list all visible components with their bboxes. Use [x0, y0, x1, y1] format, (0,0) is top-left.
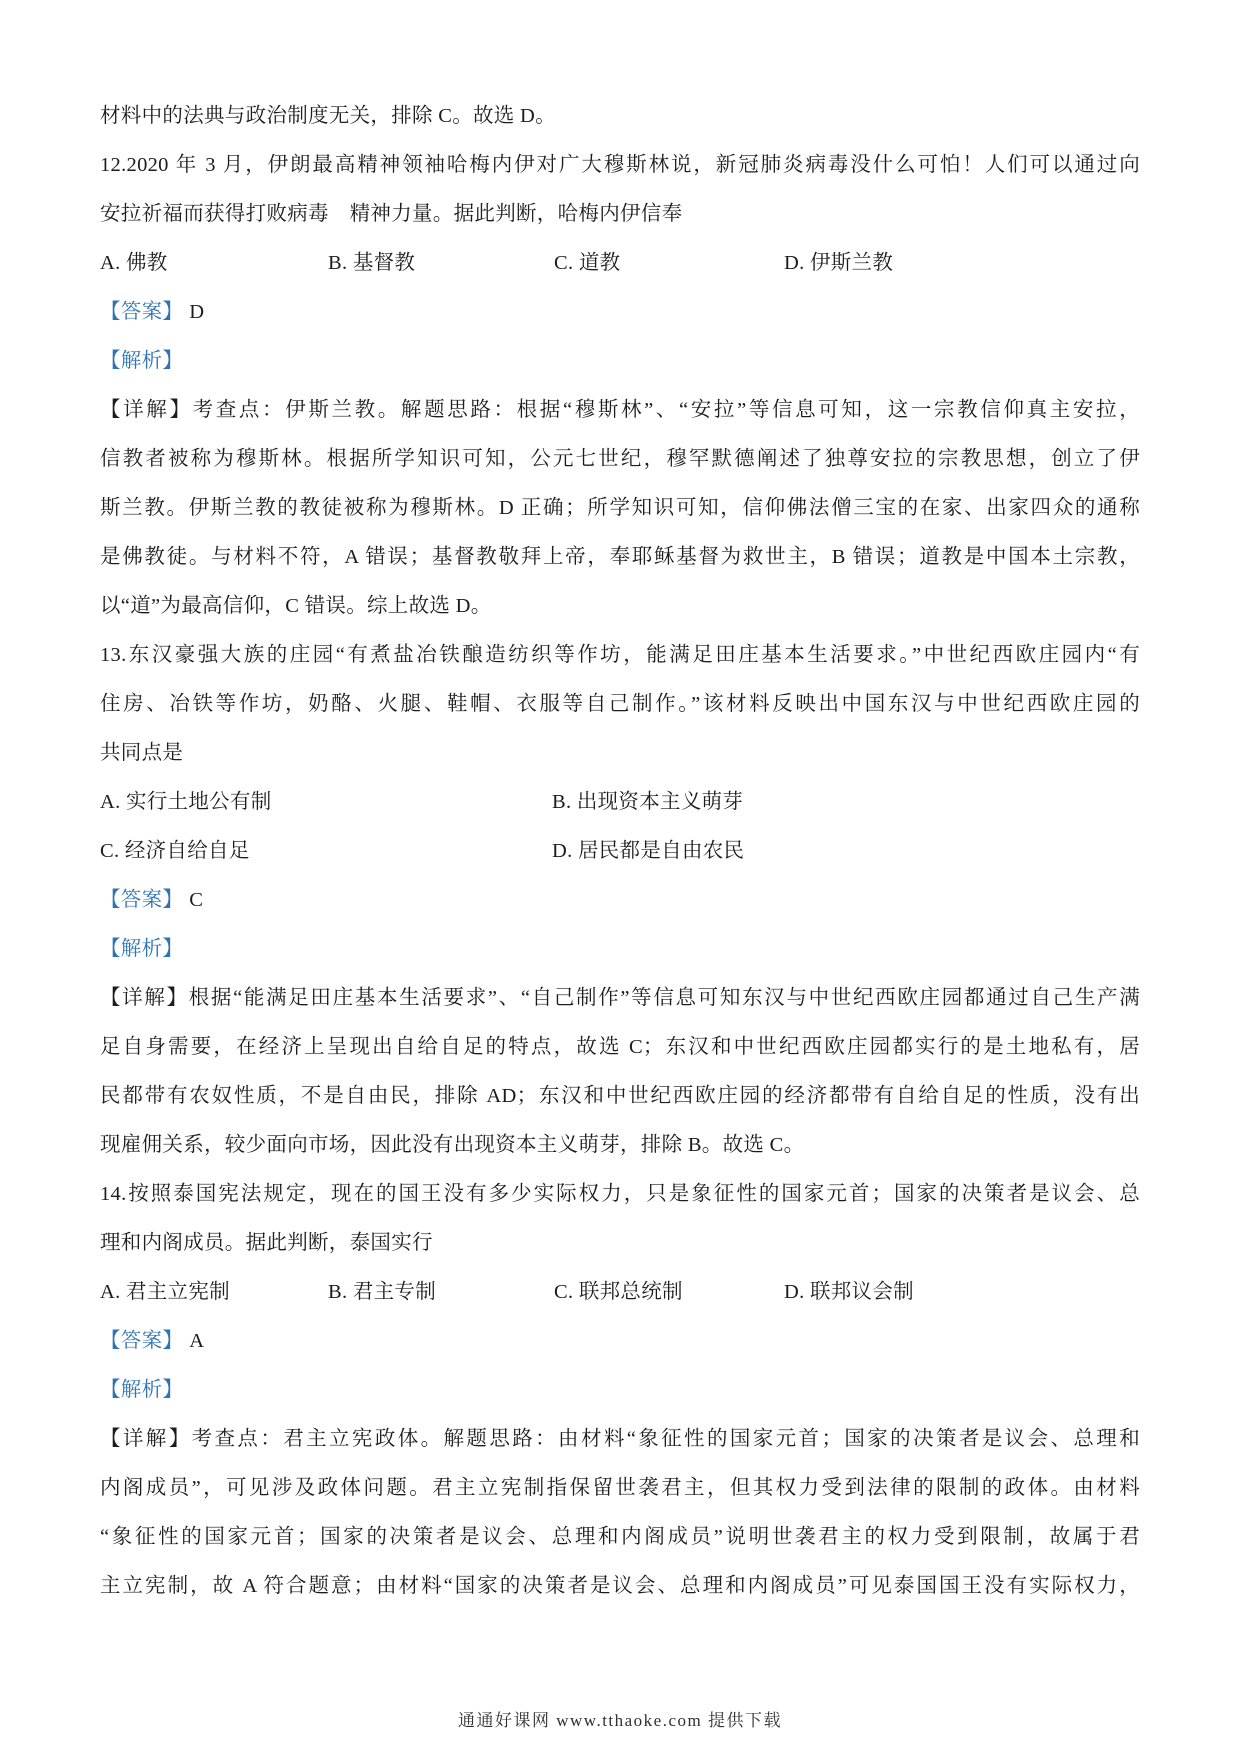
answer-label: 【答案】 — [100, 1330, 184, 1352]
q12-detail-line-5: 以“道”为最高信仰，C 错误。综上故选 D。 — [100, 595, 492, 617]
answer-value: D — [189, 301, 205, 323]
answer-value: C — [189, 889, 204, 911]
document-page — [100, 92, 1140, 1611]
q12-option-d: D. 伊斯兰教 — [784, 252, 894, 274]
q13-options-row-2 — [100, 827, 1140, 876]
q14-options-row — [100, 1268, 1140, 1317]
page-footer: 通通好课网 www.tthaoke.com 提供下载 — [457, 1711, 783, 1730]
q12-analysis-line — [100, 337, 1140, 386]
q13-detail-line-1: 【详解】根据“能满足田庄基本生活要求”、“自己制作”等信息可知东汉与中世纪西欧庄园都通过自己生产满 — [100, 987, 1140, 1009]
q14-detail-line-1: 【详解】考查点：君主立宪政体。解题思路：由材料“象征性的国家元首；国家的决策者是议会、总理和 — [100, 1428, 1140, 1450]
q13-stem-line-2: 住房、冶铁等作坊，奶酪、火腿、鞋帽、衣服等自己制作。”该材料反映出中国东汉与中世纪西欧庄园的 — [100, 693, 1140, 715]
q13-answer-line — [100, 876, 1140, 925]
q13-detail-line-3: 民都带有农奴性质，不是自由民，排除 AD；东汉和中世纪西欧庄园的经济都带有自给自足的性质，没有出 — [100, 1085, 1140, 1107]
q13-options-row-1 — [100, 778, 1140, 827]
q14-stem-line-1: 14.按照泰国宪法规定，现在的国王没有多少实际权力，只是象征性的国家元首；国家的决策者是议会、总 — [100, 1183, 1140, 1205]
analysis-label: 【解析】 — [100, 1379, 184, 1401]
q12-detail-line-3: 斯兰教。伊斯兰教的教徒被称为穆斯林。D 正确；所学知识可知，信仰佛法僧三宝的在家、出家四众的通称 — [100, 497, 1140, 519]
q12-detail-line-1: 【详解】考查点：伊斯兰教。解题思路：根据“穆斯林”、“安拉”等信息可知，这一宗教信仰真主安拉， — [100, 399, 1140, 421]
q13-analysis-line — [100, 925, 1140, 974]
q12-options-row — [100, 239, 1140, 288]
intro-line: 材料中的法典与政治制度无关，排除 C。故选 D。 — [100, 105, 556, 127]
q13-stem-line-3: 共同点是 — [100, 742, 184, 764]
q14-detail-line-3: “象征性的国家元首；国家的决策者是议会、总理和内阁成员”说明世袭君主的权力受到限制，故属于君 — [100, 1526, 1140, 1548]
q14-stem-line-2: 理和内阁成员。据此判断，泰国实行 — [100, 1232, 433, 1254]
q14-option-c: C. 联邦总统制 — [554, 1281, 683, 1303]
q14-detail-line-2: 内阁成员”，可见涉及政体问题。君主立宪制指保留世袭君主，但其权力受到法律的限制的政体。由材料 — [100, 1477, 1140, 1499]
q14-detail-line-4: 主立宪制，故 A 符合题意；由材料“国家的决策者是议会、总理和内阁成员”可见泰国国王没有实际权力， — [100, 1575, 1140, 1597]
q12-option-b: B. 基督教 — [328, 252, 416, 274]
q12-option-a: A. 佛教 — [100, 252, 168, 274]
q13-option-b: B. 出现资本主义萌芽 — [552, 791, 744, 813]
q13-detail-line-4: 现雇佣关系，较少面向市场，因此没有出现资本主义萌芽，排除 B。故选 C。 — [100, 1134, 805, 1156]
analysis-label: 【解析】 — [100, 350, 184, 372]
answer-label: 【答案】 — [100, 301, 184, 323]
q13-stem-line-1: 13.东汉豪强大族的庄园“有煮盐冶铁酿造纺织等作坊，能满足田庄基本生活要求。”中世纪西欧庄园内“有 — [100, 644, 1140, 666]
q14-option-b: B. 君主专制 — [328, 1281, 437, 1303]
q13-option-a: A. 实行土地公有制 — [100, 791, 272, 813]
answer-value: A — [189, 1330, 205, 1352]
q12-option-c: C. 道教 — [554, 252, 621, 274]
q12-answer-line — [100, 288, 1140, 337]
q12-detail-line-2: 信教者被称为穆斯林。根据所学知识可知，公元七世纪，穆罕默德阐述了独尊安拉的宗教思想，创立了伊 — [100, 448, 1140, 470]
q14-analysis-line — [100, 1366, 1140, 1415]
q12-detail-line-4: 是佛教徒。与材料不符，A 错误；基督教敬拜上帝，奉耶稣基督为救世主，B 错误；道教是中国本土宗教， — [100, 546, 1140, 568]
analysis-label: 【解析】 — [100, 938, 184, 960]
q13-detail-line-2: 足自身需要，在经济上呈现出自给自足的特点，故选 C；东汉和中世纪西欧庄园都实行的是土地私有，居 — [100, 1036, 1140, 1058]
answer-label: 【答案】 — [100, 889, 184, 911]
q14-answer-line — [100, 1317, 1140, 1366]
q14-option-a: A. 君主立宪制 — [100, 1281, 230, 1303]
q13-option-d: D. 居民都是自由农民 — [552, 840, 745, 862]
q12-stem-line-2: 安拉祈福而获得打败病毒 精神力量。据此判断，哈梅内伊信奉 — [100, 203, 683, 225]
q12-stem-line-1: 12.2020 年 3 月，伊朗最高精神领袖哈梅内伊对广大穆斯林说，新冠肺炎病毒没什么可怕！人们可以通过向 — [100, 154, 1140, 176]
q14-option-d: D. 联邦议会制 — [784, 1281, 914, 1303]
q13-option-c: C. 经济自给自足 — [100, 840, 250, 862]
